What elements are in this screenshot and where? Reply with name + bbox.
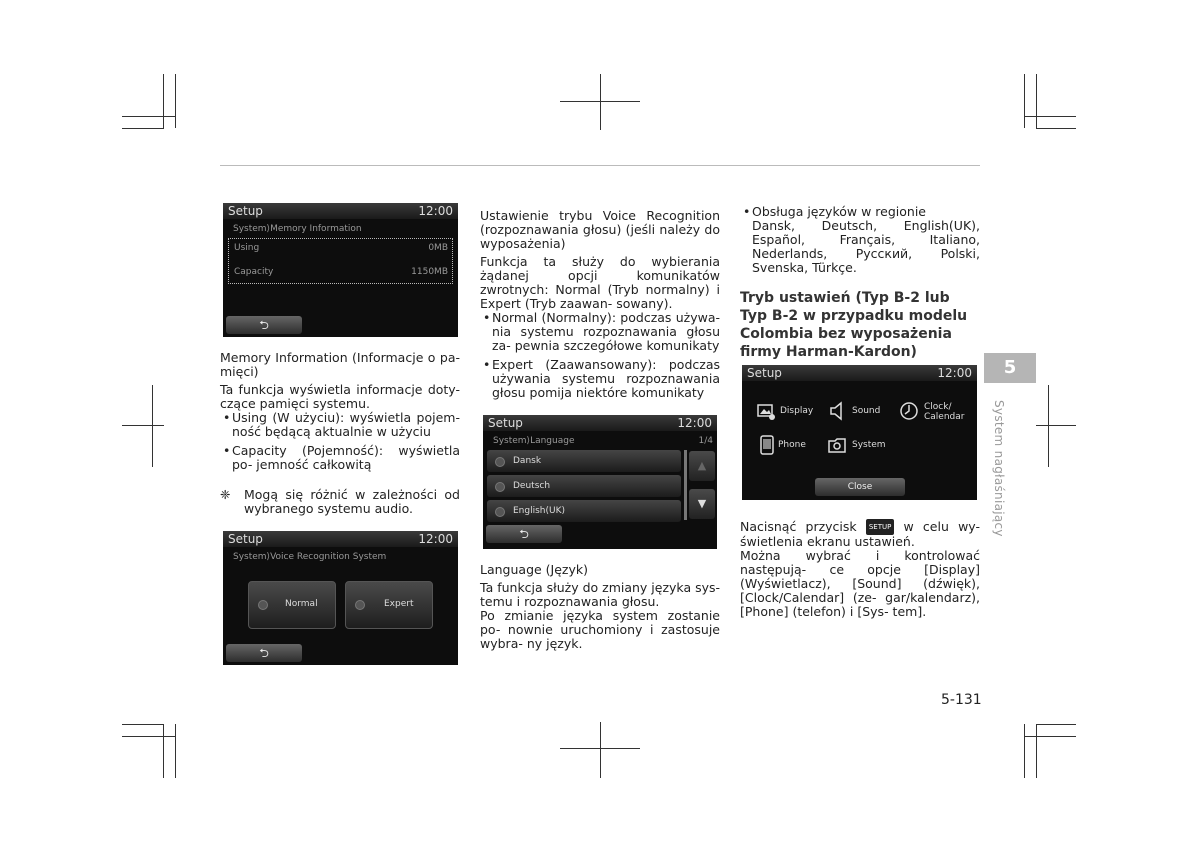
screen-clock: 12:00 (937, 366, 972, 380)
speaker-icon[interactable] (828, 401, 848, 421)
capacity-value: 1150MB (411, 267, 448, 277)
setup-instruction (740, 519, 980, 549)
language-label: Dansk (513, 456, 542, 466)
breadcrumb-text: System⟩Language (493, 436, 575, 446)
header-rule (220, 165, 980, 166)
column-1-text (220, 351, 460, 516)
system-label[interactable]: System (852, 440, 886, 450)
memory-info-heading: Memory Information (Informacje o pa- mięci) (220, 350, 460, 379)
expert-label: Expert (384, 599, 414, 609)
note-icon: ❈ (220, 487, 231, 502)
voice-recognition-intro: Funkcja ta służy do wybierania żądanej opcji komunikatów zwrotnych: Normal (Tryb normalny) i Expert (Tryb zaawan- sowany). (480, 254, 720, 311)
screen-title-bar (742, 365, 977, 381)
memory-list (228, 238, 453, 284)
screen-title-bar (223, 531, 458, 547)
screen-title: Setup (488, 416, 523, 430)
screen-clock: 12:00 (418, 532, 453, 546)
column-2-text (480, 209, 720, 400)
expert-option-button[interactable] (345, 581, 433, 629)
radio-icon (495, 507, 505, 517)
chapter-side-label: System nagłaśniający (992, 400, 1006, 537)
chapter-number-tab: 5 (984, 353, 1036, 383)
capacity-label: Capacity (234, 267, 274, 277)
language-screen (483, 415, 717, 549)
memory-info-intro: Ta funkcja wyświetla informacje doty- czące pamięci systemu. (220, 382, 460, 411)
scroll-up-button[interactable]: ▲ (689, 451, 715, 481)
bullet-normal: • Normal (Normalny): podczas używa- nia systemu rozpoznawania głosu za- pewnia szczegółowe komunikaty (480, 311, 720, 353)
voice-recognition-screen (223, 531, 458, 665)
sound-label[interactable]: Sound (852, 406, 881, 416)
language-item[interactable] (487, 450, 681, 472)
instruction-text-1: Nacisnąć przycisk (740, 519, 857, 534)
close-button[interactable]: Close (815, 478, 905, 496)
screen-clock: 12:00 (677, 416, 712, 430)
supported-languages: Dansk, Deutsch, English(UK), Español, Français, Italiano, Nederlands, Русский, Polski, Svenska, Türkçe. (752, 218, 980, 275)
breadcrumb (223, 549, 458, 565)
screen-clock: 12:00 (418, 204, 453, 218)
back-button[interactable]: ⮌ (226, 316, 302, 334)
bullet-using: • Using (W użyciu): wyświetla pojem- ność będącą aktualnie w użyciu (220, 411, 460, 439)
instruction-text-2: w celu wy- świetlenia ekranu ustawień. (740, 519, 980, 549)
normal-option-button[interactable] (248, 581, 336, 629)
screen-title: Setup (228, 532, 263, 546)
breadcrumb-text: System⟩Voice Recognition System (233, 552, 387, 562)
setup-menu-screen (742, 365, 977, 500)
breadcrumb-text: System⟩Memory Information (233, 224, 362, 234)
clock-icon[interactable] (899, 401, 919, 421)
setup-key-icon: SETUP (866, 519, 895, 535)
voice-recognition-heading: Ustawienie trybu Voice Recognition (rozpoznawania głosu) (jeśli należy do wyposażenia) (480, 208, 720, 251)
language-label: English(UK) (513, 506, 566, 516)
screen-title-bar (223, 203, 458, 219)
normal-label: Normal (285, 599, 318, 609)
page-indicator: 1/4 (698, 436, 713, 446)
phone-icon[interactable] (757, 435, 777, 455)
back-button[interactable]: ⮌ (226, 644, 302, 662)
breadcrumb (483, 433, 717, 449)
setup-mode-heading: Tryb ustawień (Typ B-2 lub Typ B-2 w przypadku modelu Colombia bez wyposażenia firmy Harman-Kardon) (740, 290, 968, 360)
using-label: Using (234, 243, 260, 253)
bullet-expert: • Expert (Zaawansowany): podczas używania systemu rozpoznawania głosu pomija niektóre komunikaty (480, 358, 720, 400)
language-label: Deutsch (513, 481, 551, 491)
language-para-2: Po zmianie języka system zostanie po- nownie uruchomiony i zastosuje wybra- ny język. (480, 608, 720, 651)
breadcrumb (223, 221, 458, 237)
radio-icon (495, 482, 505, 492)
screen-title: Setup (228, 204, 263, 218)
supported-languages-bullet: • Obsługa języków w regionie (740, 205, 980, 219)
scrollbar[interactable] (684, 450, 687, 520)
system-icon[interactable] (827, 435, 847, 455)
radio-icon (258, 600, 268, 610)
display-icon[interactable] (757, 402, 777, 422)
screen-title: Setup (747, 366, 782, 380)
back-button[interactable]: ⮌ (486, 525, 562, 543)
bullet-capacity: • Capacity (Pojemność): wyświetla po- jemność całkowitą (220, 444, 460, 472)
setup-options-text: Można wybrać i kontrolować następują- ce opcje [Display] (Wyświetlacz), [Sound] (dźwięk), [Clock/Calendar] (ze- gar/kalendarz), [Phone] (telefon) i [Sys- tem]. (740, 548, 980, 619)
language-para-1: Ta funkcja służy do zmiany języka sys- temu i rozpoznawania głosu. (480, 580, 721, 609)
setup-mode-text (740, 519, 980, 619)
note-text: Mogą się różnić w zależności od wybranego systemu audio. (244, 487, 460, 516)
clock-calendar-label[interactable]: Clock/ Calendar (924, 402, 965, 422)
page-number: 5-131 (941, 692, 982, 708)
radio-icon (495, 457, 505, 467)
language-section (480, 563, 720, 651)
radio-icon (355, 600, 365, 610)
language-heading: Language (Język) (480, 562, 588, 577)
phone-label[interactable]: Phone (778, 440, 806, 450)
using-value: 0MB (428, 243, 448, 253)
scroll-down-button[interactable]: ▼ (689, 489, 715, 519)
column-3-text (740, 205, 980, 361)
note (220, 488, 460, 516)
memory-info-screen (223, 203, 458, 337)
screen-title-bar (483, 415, 717, 431)
language-item[interactable] (487, 475, 681, 497)
language-item[interactable] (487, 500, 681, 522)
display-label[interactable]: Display (780, 406, 814, 416)
